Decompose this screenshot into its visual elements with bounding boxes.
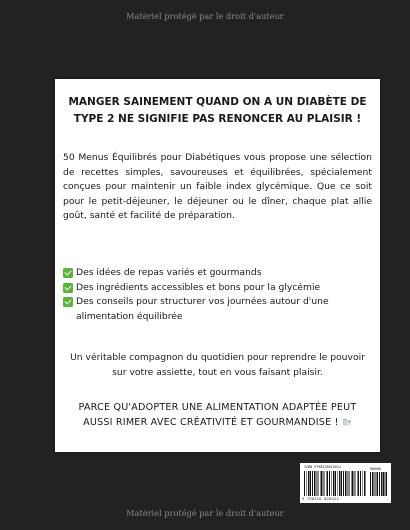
companion-paragraph: Un véritable compagnon du quotidien pour reprendre le pouvoir sur votre assiette, tout en vous faisant plaisir. (70, 352, 365, 378)
feature-list (63, 266, 372, 324)
price-barcode-bars (370, 472, 387, 496)
headline: MANGER SAINEMENT QUAND ON A UN DIABÈTE DE TYPE 2 NE SIGNIFIE PAS RENONCER AU PLAISIR ! (68, 96, 367, 125)
feature-text: Des conseils pour structurer vos journées autour d'une alimentation équilibrée (76, 296, 329, 322)
herb-emoji-icon (343, 418, 352, 426)
copyright-watermark-bottom: Matériel protégé par le droit d'auteur (126, 509, 284, 518)
copyright-watermark-top: Matériel protégé par le droit d'auteur (126, 12, 284, 21)
price-code: 90000 (370, 467, 381, 471)
barcode-bars (304, 471, 366, 496)
feature-text: Des ingrédients accessibles et bons pour la glycémie (76, 281, 321, 293)
feature-item (63, 266, 372, 281)
check-mark-icon (63, 268, 73, 278)
feature-item (63, 295, 372, 324)
back-cover-panel (55, 79, 380, 452)
isbn-barcode (300, 463, 391, 503)
feature-item (63, 281, 372, 296)
isbn-label: ISBN 9798316020424 (304, 465, 341, 469)
check-mark-icon (63, 283, 73, 293)
closing-tagline (69, 401, 366, 430)
check-mark-icon (63, 297, 73, 307)
closing-text: PARCE QU'ADOPTER UNE ALIMENTATION ADAPTÉE PEUT AUSSI RIMER AVEC CRÉATIVITÉ ET GOURMANDISE ! (78, 402, 357, 428)
intro-paragraph: 50 Menus Équilibrés pour Diabétiques vous propose une sélection de recettes simples, savoureuses et équilibrées, spécialement conçues pour maintenir un faible index glycémique. Que ce soit pour le petit-déjeuner, le déjeuner ou le dîner, chaque plat allie goût, santé et facilité de préparation. (63, 152, 372, 221)
barcode-digits: 9 798316 020424 (302, 497, 339, 501)
feature-text: Des idées de repas variés et gourmands (76, 267, 262, 278)
